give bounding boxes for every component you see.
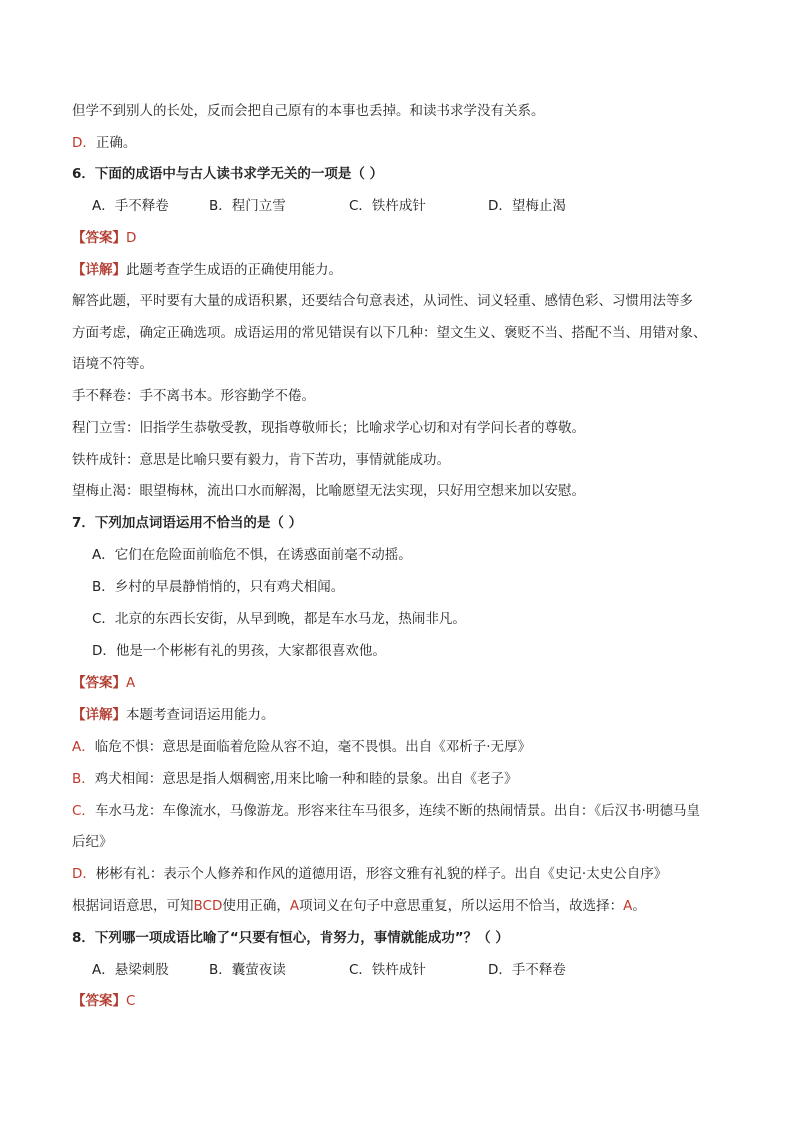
q8-option-a: A．悬梁刺股: [92, 962, 169, 978]
q7-detail-tag: 【详解】: [72, 707, 126, 723]
q6-explain-2: 程门立雪：旧指学生恭敬受教，现指尊敬师长；比喻求学心切和对有学问长者的尊敬。: [72, 420, 585, 436]
q6-para-2: 方面考虑，确定正确选项。成语运用的常见错误有以下几种：望文生义、褒贬不当、搭配不当、用错对象、: [72, 325, 707, 341]
q7-explain-b: [72, 769, 518, 789]
prev-d-text: 正确。: [95, 135, 137, 151]
q8-answer: [72, 991, 135, 1011]
q7-explain-b-text: 鸡犬相闻：意思是指人烟稠密,用来比喻一种和睦的景象。出自《老子》: [94, 771, 518, 787]
q6-answer-value: D: [126, 230, 137, 246]
q6-option-d: D．望梅止渴: [488, 198, 566, 214]
q7-explain-c-cont: 后纪》: [72, 834, 113, 850]
q7-conclusion-end: 。: [632, 898, 646, 914]
q7-conclusion-a: A: [289, 898, 300, 914]
q6-para-1: 解答此题，平时要有大量的成语积累，还要结合句意表述，从词性、词义轻重、感情色彩、习惯用法等多: [72, 293, 693, 309]
q7-stem: 7．下列加点词语运用不恰当的是（ ）: [72, 515, 303, 531]
q6-option-c: C．铁杵成针: [349, 198, 426, 214]
q8-option-b: B．囊萤夜读: [209, 962, 286, 978]
q6-para-3: 语境不符等。: [72, 356, 153, 372]
q7-conclusion-final: A: [623, 898, 633, 914]
q7-explain-a: [72, 737, 531, 757]
q7-option-c: C．北京的东西长安街，从早到晚，都是车水马龙，热闹非凡。: [92, 611, 466, 627]
q7-conclusion-part-3: 项词义在句子中意思重复，所以运用不恰当，故选择：: [299, 898, 624, 914]
q7-answer-value: A: [126, 675, 136, 691]
prev-d-label: D．: [72, 135, 96, 151]
q7-answer-tag: 【答案】: [72, 675, 126, 691]
q8-option-c: C．铁杵成针: [349, 962, 426, 978]
q7-explain-c-text: 车水马龙：车像流水，马像游龙。形容来往车马很多，连续不断的热闹情景。出自：《后汉书·明德马皇: [94, 803, 700, 819]
q7-explain-b-label: B．: [72, 771, 95, 787]
q8-option-d: D．手不释卷: [488, 962, 566, 978]
q7-conclusion-part-1: 根据词语意思，可知: [72, 898, 194, 914]
q8-answer-tag: 【答案】: [72, 993, 126, 1009]
q6-answer: [72, 228, 136, 248]
q7-explain-d-label: D．: [72, 866, 96, 882]
q7-detail-intro: 本题考查词语运用能力。: [126, 707, 275, 723]
q6-stem: 6．下面的成语中与古人读书求学无关的一项是（ ）: [72, 166, 384, 182]
q7-conclusion: [72, 896, 646, 916]
q8-answer-value: C: [126, 993, 136, 1009]
q7-option-a: A．它们在危险面前临危不惧，在诱惑面前毫不动摇。: [92, 547, 412, 563]
q7-option-b: B．乡村的早晨静悄悄的，只有鸡犬相闻。: [92, 579, 345, 595]
q6-option-b: B．程门立雪: [209, 198, 286, 214]
q6-detail: [72, 260, 342, 280]
q6-explain-1: 手不释卷：手不离书本。形容勤学不倦。: [72, 388, 315, 404]
q7-explain-d-text: 彬彬有礼：表示个人修养和作风的道德用语，形容文雅有礼貌的样子。出自《史记·太史公自序》: [95, 866, 668, 882]
q7-detail: [72, 705, 275, 725]
q7-answer: [72, 673, 135, 693]
q7-explain-c: [72, 801, 700, 821]
q7-option-d: D．他是一个彬彬有礼的男孩，大家都很喜欢他。: [92, 643, 386, 659]
q6-explain-3: 铁杵成针：意思是比喻只要有毅力，肯下苦功，事情就能成功。: [72, 452, 450, 468]
q6-detail-intro: 此题考查学生成语的正确使用能力。: [126, 262, 342, 278]
q7-explain-d: [72, 864, 667, 884]
q7-explain-a-text: 临危不惧：意思是面临着危险从容不迫，毫不畏惧。出自《邓析子·无厚》: [94, 739, 532, 755]
q7-conclusion-bcd: BCD: [193, 898, 223, 914]
q6-option-a: A．手不释卷: [92, 198, 169, 214]
q6-explain-4: 望梅止渴：眼望梅林，流出口水而解渴，比喻愿望无法实现，只好用空想来加以安慰。: [72, 483, 585, 499]
q6-detail-tag: 【详解】: [72, 262, 126, 278]
q6-answer-tag: 【答案】: [72, 230, 126, 246]
q8-stem: 8．下列哪一项成语比喻了“只要有恒心，肯努力，事情就能成功”？（ ）: [72, 930, 509, 946]
q7-explain-a-label: A．: [72, 739, 95, 755]
prev-option-d: [72, 133, 136, 153]
prev-explanation-line: 但学不到别人的长处，反而会把自己原有的本事也丢掉。和读书求学没有关系。: [72, 103, 545, 119]
q7-explain-c-label: C．: [72, 803, 95, 819]
q7-conclusion-part-2: 使用正确，: [222, 898, 290, 914]
